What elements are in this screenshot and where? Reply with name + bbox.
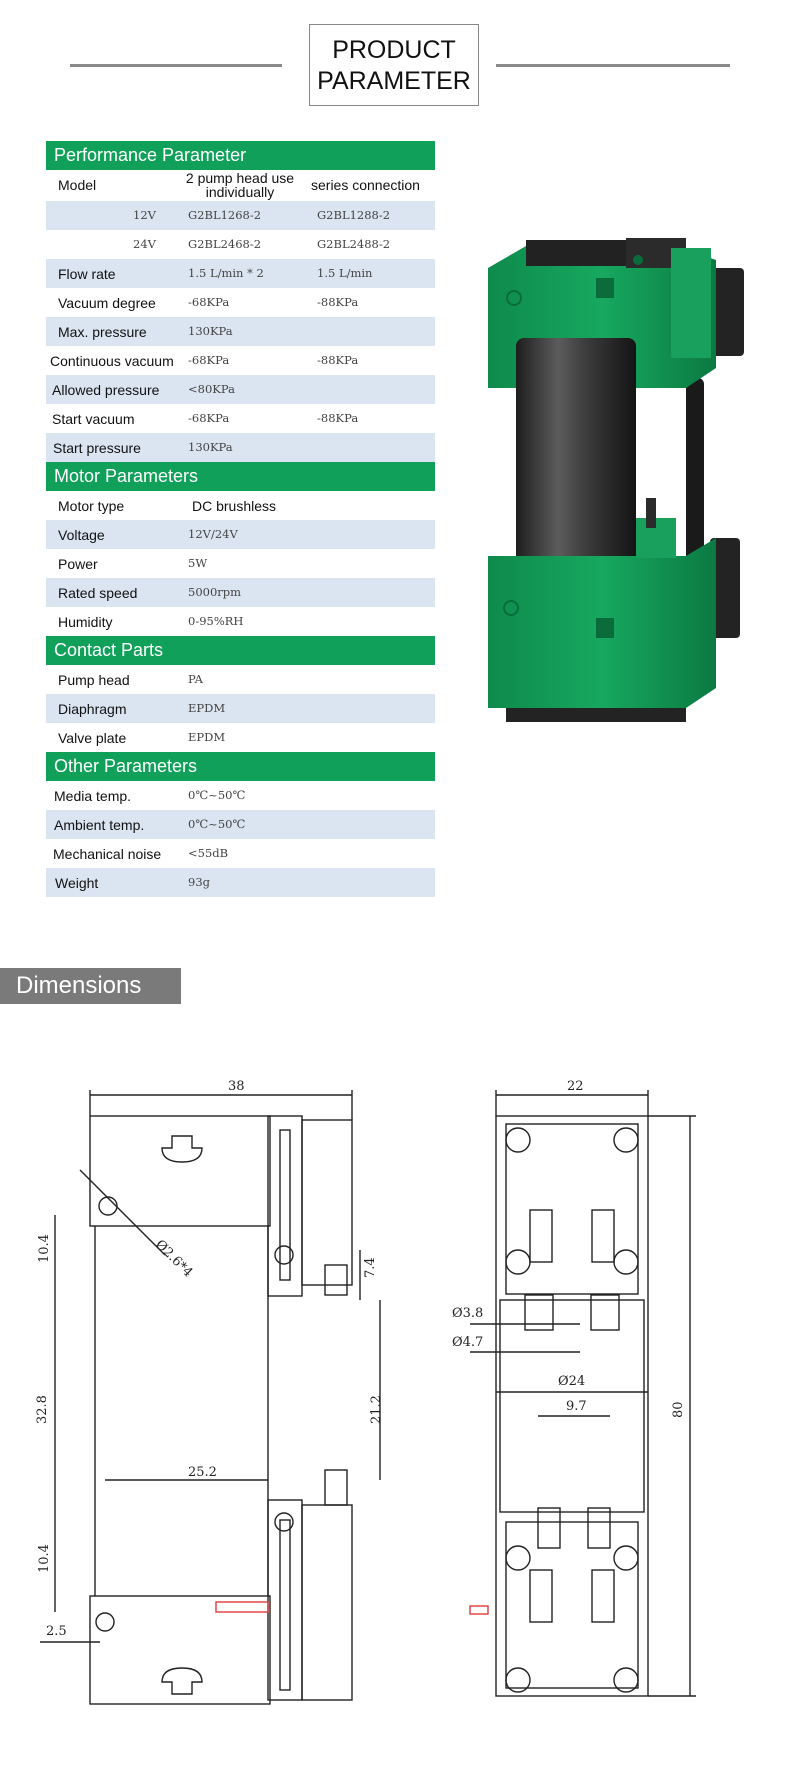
cell-value: 12V/24V — [188, 527, 238, 541]
table-row — [46, 549, 435, 578]
cell-label: Rated speed — [58, 585, 138, 601]
header-rule-right — [496, 64, 730, 67]
voltage-sub: 12V — [133, 208, 156, 222]
table-row — [46, 404, 435, 433]
table-row — [46, 259, 435, 288]
cell-label: Flow rate — [58, 266, 116, 282]
cell-label: Allowed pressure — [52, 382, 160, 398]
cell-label: Vacuum degree — [58, 295, 156, 311]
section-title-other: Other Parameters — [46, 752, 435, 781]
cell-value: 0-95%RH — [188, 614, 244, 628]
pump-product-image — [486, 238, 758, 722]
cell-label: Media temp. — [54, 788, 132, 804]
title-line-2: PARAMETER — [317, 67, 471, 95]
cell-value: EPDM — [188, 701, 226, 715]
cell-value: DC brushless — [192, 498, 277, 514]
table-row — [46, 723, 435, 752]
col-individual-header: 2 pump head use individually — [185, 170, 295, 200]
dim-label: 21.2 — [369, 1395, 384, 1424]
dim-label: 32.8 — [35, 1395, 50, 1424]
cell-label: Power — [58, 556, 98, 572]
table-row — [46, 694, 435, 723]
table-row — [46, 578, 435, 607]
dimension-drawing — [0, 1060, 800, 1780]
cell-label: Diaphragm — [58, 701, 127, 717]
cell-label: Continuous vacuum — [50, 353, 174, 369]
dimensions-banner: Dimensions — [0, 968, 181, 1004]
cell-value: -88KPa — [317, 353, 359, 367]
table-row — [46, 375, 435, 404]
cell-label: Valve plate — [58, 730, 127, 746]
table-row — [46, 230, 435, 259]
cell-value: -68KPa — [188, 295, 230, 309]
cell-label: Voltage — [58, 527, 105, 543]
cell-value: 0℃~50℃ — [188, 788, 246, 802]
voltage-sub: 24V — [133, 237, 156, 251]
dim-label: 22 — [567, 1079, 584, 1094]
section-title-contact: Contact Parts — [46, 636, 435, 665]
table-row — [46, 433, 435, 462]
cell-label: Pump head — [58, 672, 130, 688]
cell-label: Max. pressure — [58, 324, 147, 340]
side-view-drawing — [35, 1079, 488, 1704]
cell-value: -68KPa — [188, 353, 230, 367]
cell-value: 1.5 L/min * 2 — [188, 266, 264, 280]
table-head-row — [46, 170, 435, 201]
dim-label: 7.4 — [363, 1257, 378, 1278]
dim-label: 10.4 — [37, 1544, 52, 1573]
table-row — [46, 201, 435, 230]
dim-label: Ø4.7 — [452, 1335, 484, 1350]
cell-value: 5W — [188, 556, 208, 570]
table-row — [46, 839, 435, 868]
cell-value: 0℃~50℃ — [188, 817, 246, 831]
cell-value: 1.5 L/min — [317, 266, 373, 280]
cell-value: 130KPa — [188, 440, 233, 454]
cell-value: G2BL1268-2 — [188, 208, 262, 222]
table-row — [46, 868, 435, 897]
cell-value: G2BL2468-2 — [188, 237, 262, 251]
model-label: Model — [58, 177, 97, 193]
table-row — [46, 491, 435, 520]
cell-value: PA — [188, 672, 203, 686]
parameter-table — [46, 141, 435, 897]
dim-label: Ø3.8 — [452, 1306, 484, 1321]
dim-label: 25.2 — [188, 1465, 217, 1480]
section-title-performance: Performance Parameter — [46, 141, 435, 170]
cell-value: -88KPa — [317, 411, 359, 425]
page-title — [309, 24, 479, 106]
cell-value: G2BL1288-2 — [317, 208, 391, 222]
table-row — [46, 520, 435, 549]
dim-label: 38 — [228, 1079, 245, 1094]
cell-label: Motor type — [58, 498, 125, 514]
cell-label: Ambient temp. — [54, 817, 145, 833]
front-view-drawing — [452, 1079, 696, 1696]
cell-value: -88KPa — [317, 295, 359, 309]
cell-label: Start vacuum — [52, 411, 135, 427]
title-line-1: PRODUCT — [332, 36, 456, 64]
cell-value: <80KPa — [188, 382, 235, 396]
header-rule-left — [70, 64, 282, 67]
cell-value: 93g — [188, 875, 210, 889]
cell-label: Weight — [55, 875, 99, 891]
dim-label: Ø2.6*4 — [152, 1237, 196, 1281]
col-series-header: series connection — [311, 177, 420, 193]
table-row — [46, 288, 435, 317]
cell-label: Humidity — [58, 614, 113, 630]
cell-value: <55dB — [188, 846, 229, 860]
cell-value: 5000rpm — [188, 585, 242, 599]
cell-label: Start pressure — [53, 440, 141, 456]
cell-value: EPDM — [188, 730, 226, 744]
cell-label: Mechanical noise — [53, 846, 162, 862]
dim-label: 2.5 — [46, 1624, 67, 1639]
table-row — [46, 781, 435, 810]
dim-label: Ø24 — [558, 1374, 586, 1389]
dim-label: 9.7 — [566, 1399, 587, 1414]
table-row — [46, 665, 435, 694]
table-row — [46, 346, 435, 375]
cell-value: G2BL2488-2 — [317, 237, 391, 251]
table-row — [46, 810, 435, 839]
dim-label: 10.4 — [37, 1234, 52, 1263]
section-title-motor: Motor Parameters — [46, 462, 435, 491]
table-row — [46, 317, 435, 346]
dim-label: 80 — [671, 1401, 686, 1418]
cell-value: -68KPa — [188, 411, 230, 425]
cell-value: 130KPa — [188, 324, 233, 338]
table-row — [46, 607, 435, 636]
